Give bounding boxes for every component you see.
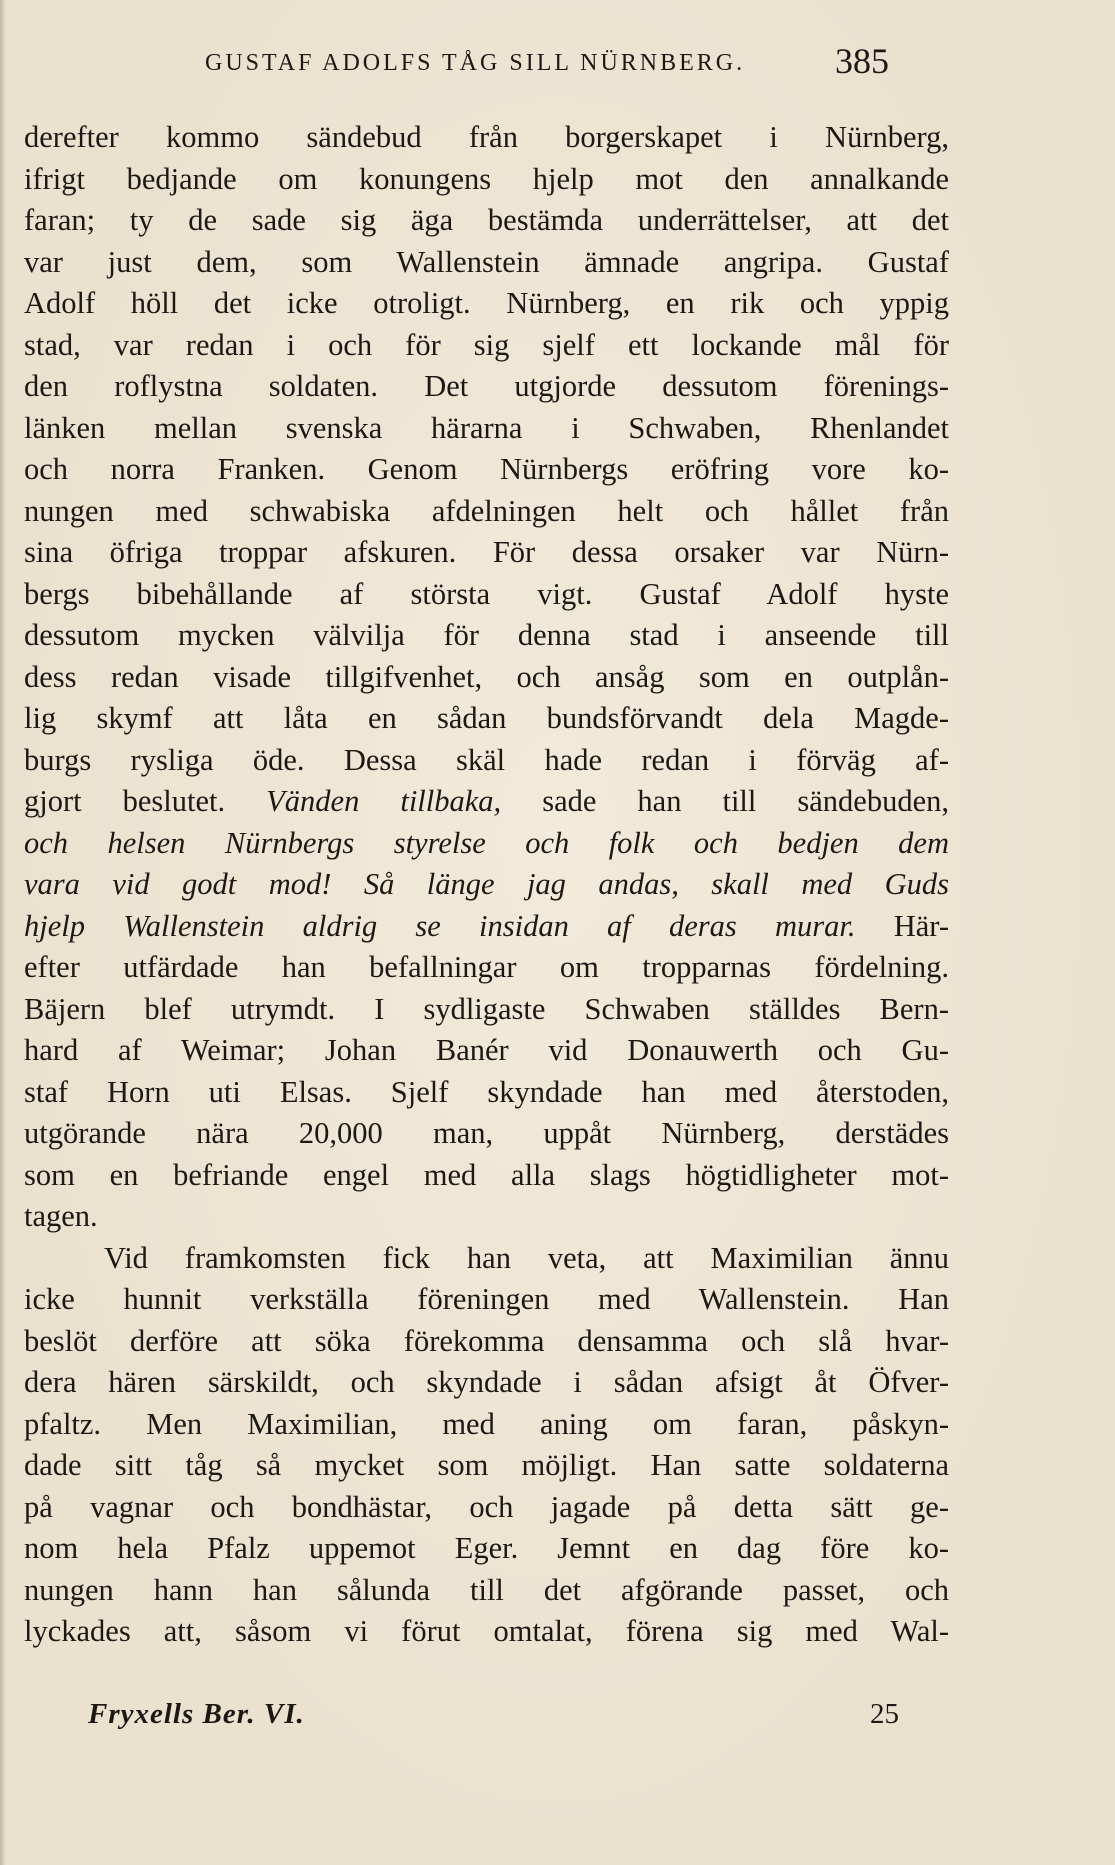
text-line: den roflystna soldaten. Det utgjorde dessutom förenings- bbox=[24, 369, 949, 403]
printer-signature: Fryxells Ber. VI. bbox=[88, 1698, 305, 1730]
text-line: dera hären särskildt, och skyndade i sådan afsigt åt Öfver- bbox=[24, 1365, 949, 1399]
text-line: dade sitt tåg så mycket som möjligt. Han satte soldaterna bbox=[24, 1448, 949, 1482]
italic-quote: Vänden tillbaka, bbox=[266, 784, 502, 818]
text-line: Bäjern blef utrymdt. I sydligaste Schwaben ställdes Bern- bbox=[24, 991, 949, 1026]
text-line: utgörande nära 20,000 man, uppåt Nürnberg, derstädes bbox=[24, 1116, 949, 1150]
text-line-mixed bbox=[24, 906, 949, 948]
text-line: efter utfärdade han befallningar om tropparnas fördelning. bbox=[24, 950, 949, 984]
text-line: på vagnar och bondhästar, och jagade på detta sätt ge- bbox=[24, 1489, 949, 1524]
text-run: Här- bbox=[855, 908, 949, 943]
text-line: beslöt derföre att söka förekomma densamma och slå hvar- bbox=[24, 1323, 949, 1358]
text-line: var just dem, som Wallenstein ämnade angripa. Gustaf bbox=[24, 244, 949, 279]
page-edge-shadow bbox=[0, 0, 6, 1865]
text-line: faran; ty de sade sig äga bestämda underrättelser, att det bbox=[24, 203, 949, 237]
text-line: hard af Weimar; Johan Banér vid Donauwerth och Gu- bbox=[24, 1033, 949, 1067]
text-line: icke hunnit verkställa föreningen med Wallenstein. Han bbox=[24, 1282, 949, 1316]
text-line: nungen hann han sålunda till det afgörande passet, och bbox=[24, 1572, 949, 1607]
text-line: bergs bibehållande af största vigt. Gustaf Adolf hyste bbox=[24, 576, 949, 611]
text-line: ifrigt bedjande om konungens hjelp mot den annalkande bbox=[24, 161, 949, 196]
text-line: länken mellan svenska härarna i Schwaben, Rhenlandet bbox=[24, 410, 949, 445]
text-line-mixed bbox=[24, 781, 949, 823]
text-line: dessutom mycken välvilja för denna stad i anseende till bbox=[24, 618, 949, 652]
text-line: lyckades att, såsom vi förut omtalat, förena sig med Wal- bbox=[24, 1614, 949, 1648]
page-number: 385 bbox=[835, 41, 889, 81]
body-text bbox=[24, 117, 949, 1653]
text-line: nom hela Pfalz uppemot Eger. Jemnt en dag före ko- bbox=[24, 1531, 949, 1565]
paragraph-first-line: Vid framkomsten fick han veta, att Maximilian ännu bbox=[104, 1240, 949, 1275]
text-line: som en befriande engel med alla slags högtidligheter mot- bbox=[24, 1157, 949, 1192]
text-run: gjort beslutet. bbox=[24, 784, 267, 818]
page-footer bbox=[0, 1698, 1115, 1738]
text-run: sade han till sändebuden, bbox=[501, 784, 949, 818]
text-line: dess redan visade tillgifvenhet, och ansåg som en outplån- bbox=[24, 659, 949, 694]
text-line: pfaltz. Men Maximilian, med aning om faran, påskyn- bbox=[24, 1406, 949, 1441]
text-line: Adolf höll det icke otroligt. Nürnberg, en rik och yppig bbox=[24, 286, 949, 320]
text-line: lig skymf att låta en sådan bundsförvandt dela Magde- bbox=[24, 701, 949, 735]
italic-quote-line: och helsen Nürnbergs styrelse och folk och bedjen dem bbox=[24, 825, 949, 860]
text-line: sina öfriga troppar afskuren. För dessa orsaker var Nürn- bbox=[24, 535, 949, 569]
text-line: burgs rysliga öde. Dessa skäl hade redan i förväg af- bbox=[24, 742, 949, 777]
text-line: staf Horn uti Elsas. Sjelf skyndade han med återstoden, bbox=[24, 1074, 949, 1109]
text-line: tagen. bbox=[24, 1199, 98, 1233]
text-line: och norra Franken. Genom Nürnbergs eröfring vore ko- bbox=[24, 452, 949, 486]
text-line: nungen med schwabiska afdelningen helt och hållet från bbox=[24, 493, 949, 528]
italic-quote: hjelp Wallenstein aldrig se insidan af deras murar. bbox=[24, 908, 856, 943]
text-line: stad, var redan i och för sig sjelf ett lockande mål för bbox=[24, 327, 949, 362]
text-line: derefter kommo sändebud från borgerskapet i Nürnberg, bbox=[24, 120, 949, 154]
italic-quote-line: vara vid godt mod! Så länge jag andas, skall med Guds bbox=[24, 867, 949, 901]
running-head: GUSTAF ADOLFS TÅG SILL NÜRNBERG. bbox=[205, 50, 746, 76]
page-header bbox=[205, 40, 905, 90]
signature-mark: 25 bbox=[870, 1698, 899, 1730]
